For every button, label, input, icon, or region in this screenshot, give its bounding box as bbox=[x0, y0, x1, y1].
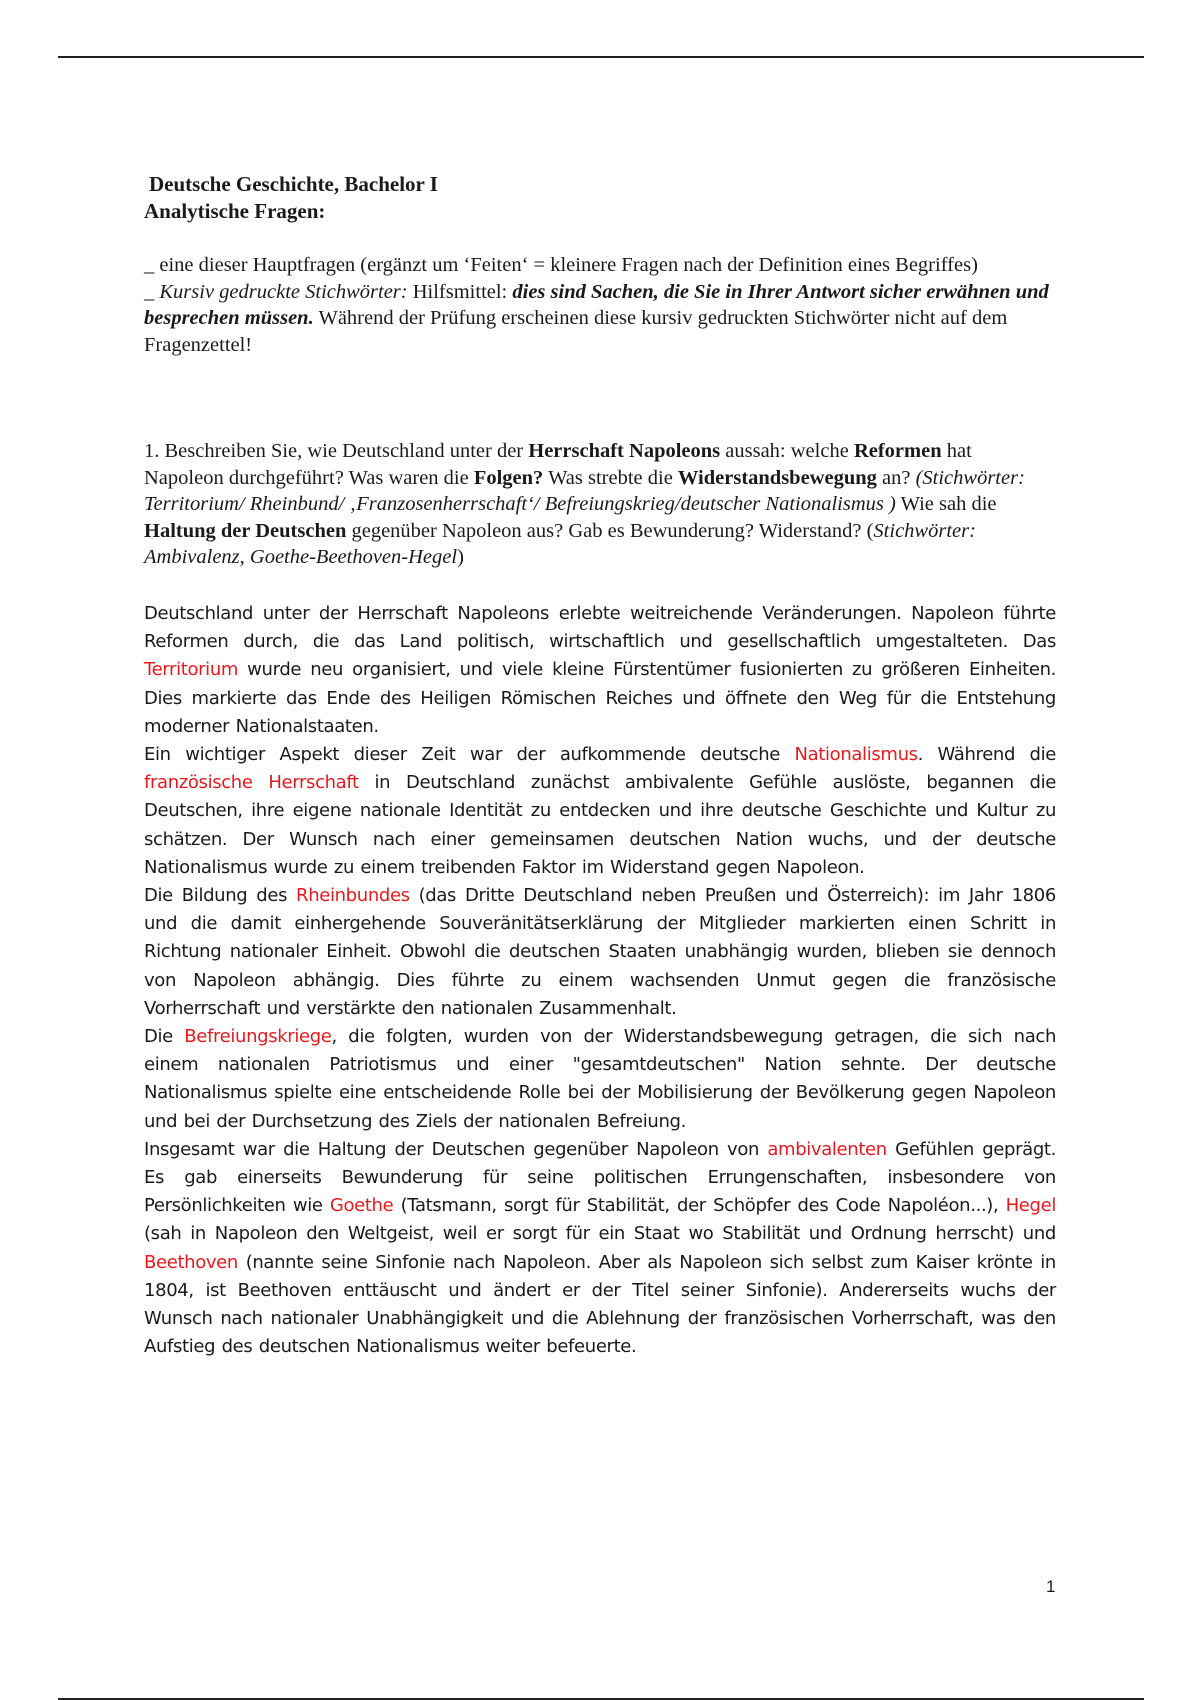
question-bold: Herrschaft Napoleons bbox=[528, 440, 721, 462]
answer-text: Insgesamt war die Haltung der Deutschen gegenüber Napoleon von bbox=[144, 1138, 768, 1160]
instruction-line-1: _ eine dieser Hauptfragen (ergänzt um ‘Feiten‘ = kleinere Fragen nach der Definition eines Begriffes) bbox=[144, 254, 978, 276]
question-text: hat Napoleon durchgeführt? Was waren die bbox=[144, 440, 972, 489]
question-text: Was strebte die bbox=[543, 466, 678, 489]
instruction-line-2 bbox=[144, 279, 1056, 359]
question-text: ) bbox=[457, 546, 464, 568]
question-1 bbox=[144, 438, 1056, 571]
document-title: Deutsche Geschichte, Bachelor I bbox=[149, 172, 438, 196]
keyword-highlight: Rheinbundes bbox=[296, 885, 410, 907]
instruction-emphasis: dies sind Sachen, die Sie in Ihrer Antwort sicher erwähnen und besprechen müssen. bbox=[144, 280, 1049, 329]
answer-text: Deutschland unter der Herrschaft Napoleons erlebte weitreichende Veränderungen. Napoleon führte Reformen durch, die das Land politisch, wirtschaftlich und gesellschaftlich umgestalteten. Das bbox=[144, 603, 1056, 653]
answer-text: Gefühlen geprägt. Es gab einerseits Bewunderung für seine politischen Errungenschaften, insbesondere von Persönlichkeiten wie bbox=[144, 1138, 1056, 1217]
answer-text: in Deutschland zunächst ambivalente Gefühle auslöste, begannen die Deutschen, ihre eigene nationale Identität zu entdecken und ihre deutsche Geschichte und Kultur zu schätzen. Der Wunsch nach einer gemeinsamen deutschen Nation wuchs, und der deutsche Nationalismus wurde zu einem treibenden Faktor im Widerstand gegen Napoleon. bbox=[144, 772, 1056, 878]
question-keywords: (Stichwörter: Territorium/ Rheinbund/ ‚Franzosenherrschaft‘/ Befreiungskrieg/deutscher Nationalismus ) bbox=[144, 466, 1025, 515]
answer-text: (das Dritte Deutschland neben Preußen und Österreich): im Jahr 1806 und die damit einhergehende Souveränitätserklärung der Mitglieder markierten einen Schritt in Richtung nationaler Einheit. Obwohl die deutschen Staaten unabhängig wurden, blieben sie dennoch von Napoleon abhängig. Dies führte zu einem wachsenden Unmut gegen die französische Vorherrschaft und verstärkte den nationalen Zusammenhalt. bbox=[144, 885, 1056, 1019]
question-bold: Folgen? bbox=[473, 466, 544, 489]
instruction-text: Hilfsmittel: bbox=[407, 280, 513, 303]
keyword-highlight: ambivalenten bbox=[767, 1138, 887, 1160]
answer-text: Die Bildung des bbox=[144, 885, 297, 907]
instructions bbox=[144, 252, 1056, 358]
keyword-highlight: Beethoven bbox=[144, 1251, 238, 1273]
question-bold: Reformen bbox=[853, 440, 942, 462]
answer-paragraph-1 bbox=[144, 600, 1056, 741]
keyword-highlight: Goethe bbox=[329, 1195, 394, 1217]
answer-body bbox=[144, 600, 1056, 1361]
answer-text: (sah in Napoleon den Weltgeist, weil er sorgt für ein Staat wo Stabilität und Ordnung herrscht) und bbox=[144, 1223, 1056, 1245]
answer-text: wurde neu organisiert, und viele kleine Fürstentümer fusionierten zu größeren Einheiten. Dies markierte das Ende des Heiligen Römischen Reiches und öffnete den Weg für die Entstehung moderner Nationalstaaten. bbox=[144, 659, 1056, 737]
answer-paragraph-5 bbox=[144, 1136, 1056, 1362]
answer-paragraph-2 bbox=[144, 741, 1056, 882]
question-bold: Widerstandsbewegung bbox=[677, 466, 877, 489]
question-bold: Haltung der Deutschen bbox=[144, 519, 347, 542]
answer-text: Ein wichtiger Aspekt dieser Zeit war der aufkommende deutsche bbox=[144, 744, 795, 766]
instruction-bullet: _ bbox=[144, 280, 160, 303]
answer-text: , die folgten, wurden von der Widerstandsbewegung getragen, die sich nach einem nationalen Patriotismus und einer "gesamtdeutschen" Nation sehnte. Der deutsche Nationalismus spielte eine entscheidende Rolle bei der Mobilisierung der Bevölkerung gegen Napoleon und bei der Durchsetzung des Ziels der nationalen Befreiung. bbox=[144, 1026, 1057, 1132]
answer-text: (nannte seine Sinfonie nach Napoleon. Aber als Napoleon sich selbst zum Kaiser krönte in 1804, ist Beethoven enttäuscht und ändert er der Titel seiner Sinfonie). Andererseits wuchs der Wunsch nach nationaler Unabhängigkeit und die Ablehnung der französischen Vorherrschaft, was den Aufstieg des deutschen Nationalismus weiter befeuerte. bbox=[144, 1251, 1056, 1358]
page-number: 1 bbox=[1046, 1577, 1056, 1596]
answer-text: Die bbox=[144, 1026, 185, 1048]
keyword-highlight: Befreiungskriege bbox=[184, 1026, 332, 1048]
question-keywords: Stichwörter: Ambivalenz, Goethe-Beethoven-Hegel bbox=[144, 519, 976, 568]
question-text: Wie sah die bbox=[895, 493, 997, 515]
question-text: an? bbox=[876, 466, 916, 489]
instruction-text-end: Während der Prüfung erscheinen diese kursiv gedruckten Stichwörter nicht auf dem Fragenzettel! bbox=[144, 307, 1008, 356]
keyword-highlight: Nationalismus bbox=[794, 744, 918, 766]
answer-paragraph-4 bbox=[144, 1023, 1056, 1136]
keyword-highlight: Hegel bbox=[1005, 1195, 1056, 1217]
question-text: aussah: welche bbox=[720, 440, 854, 462]
keyword-highlight: französische Herrschaft bbox=[144, 772, 359, 794]
document-subtitle: Analytische Fragen: bbox=[144, 199, 326, 223]
document-header bbox=[144, 171, 438, 225]
keyword-highlight: Territorium bbox=[144, 659, 239, 681]
question-text: 1. Beschreiben Sie, wie Deutschland unter der bbox=[144, 440, 529, 462]
answer-paragraph-3 bbox=[144, 882, 1056, 1023]
instruction-italic-label: Kursiv gedruckte Stichwörter: bbox=[159, 280, 408, 303]
answer-text: . Während die bbox=[917, 744, 1057, 766]
top-rule bbox=[58, 56, 1144, 58]
question-text: gegenüber Napoleon aus? Gab es Bewunderung? Widerstand? ( bbox=[346, 519, 874, 542]
answer-text: (Tatsmann, sorgt für Stabilität, der Schöpfer des Code Napoléon...), bbox=[393, 1195, 1006, 1217]
